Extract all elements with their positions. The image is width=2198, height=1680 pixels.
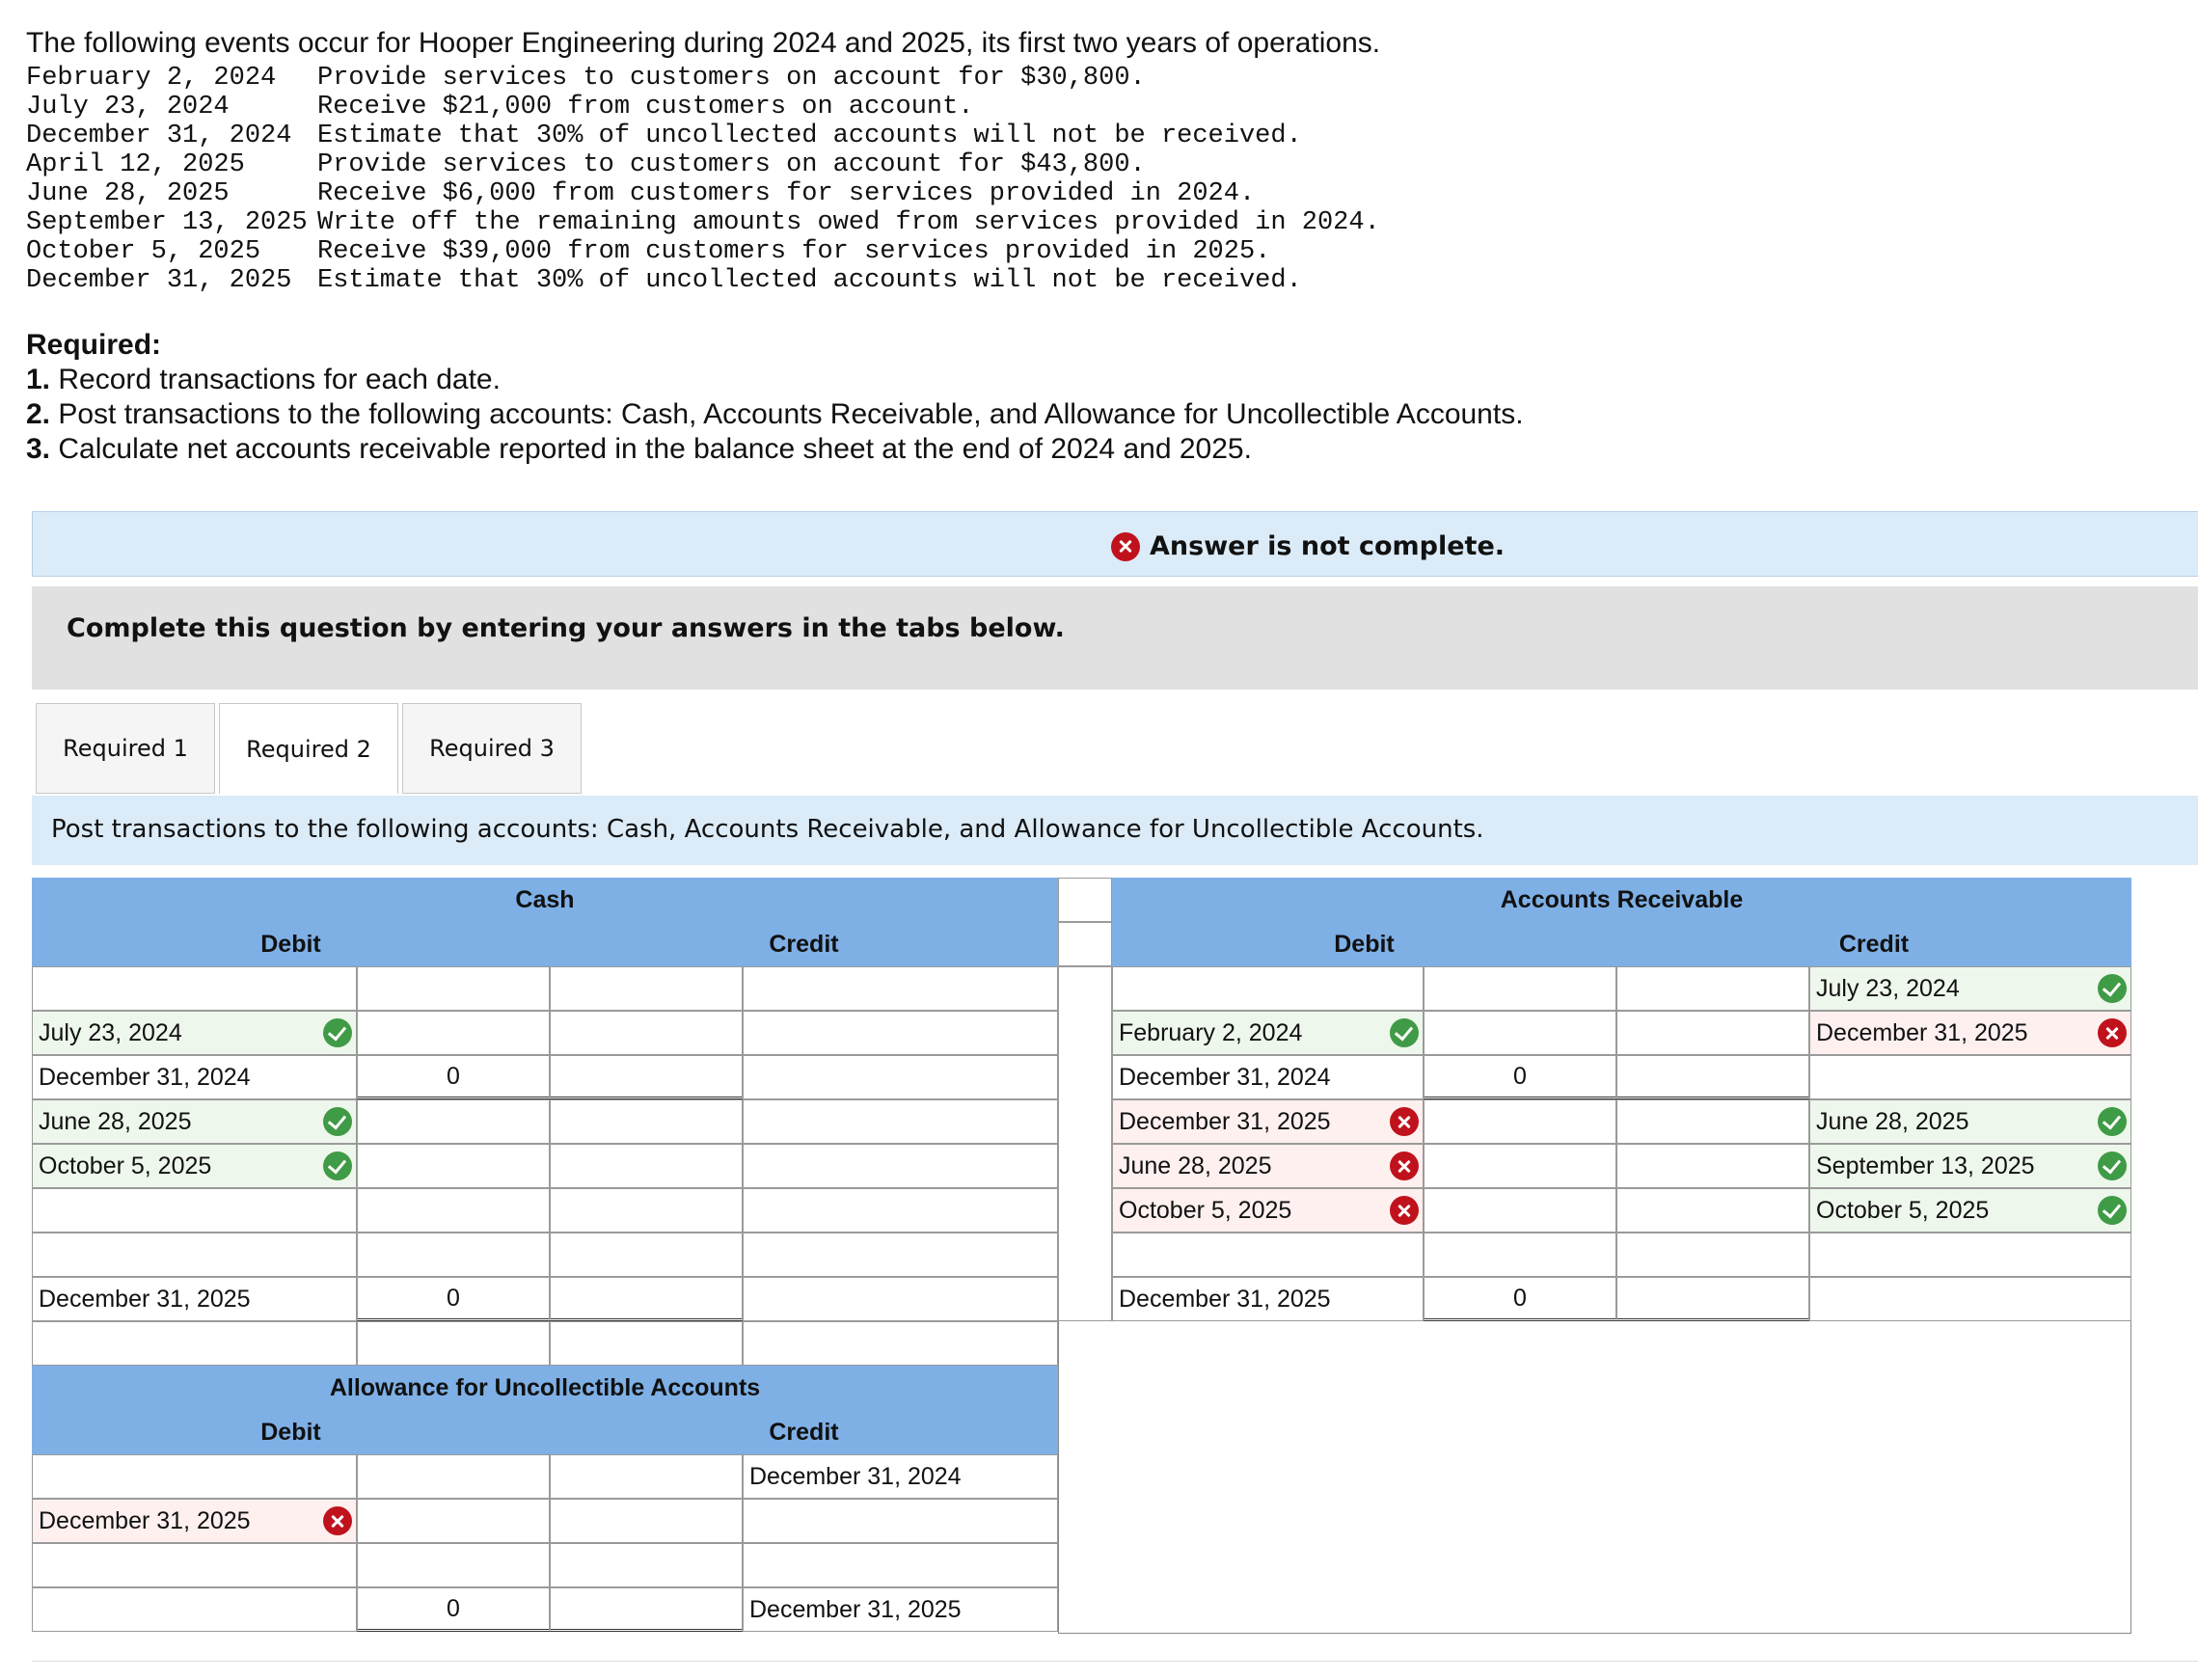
allowance-credit-header: Credit	[550, 1410, 1058, 1454]
tab-required-1[interactable]: Required 1	[36, 703, 215, 794]
ar-credit-date-input[interactable]	[1809, 1277, 2131, 1321]
cash-debit-date-input[interactable]	[32, 966, 357, 1011]
cash-debit-date-input[interactable]	[32, 1188, 357, 1233]
spacer-cell	[1058, 922, 1112, 966]
ar-debit-date: February 2, 2024	[1119, 1018, 1303, 1046]
correct-icon	[323, 1107, 352, 1136]
event-row	[26, 266, 1380, 295]
event-text: Provide services to customers on account for $30,800.	[317, 64, 1146, 93]
incorrect-icon	[1111, 532, 1140, 561]
tab-instruction-bar	[32, 796, 2198, 865]
cash-credit-amount-input[interactable]	[743, 966, 1058, 1011]
cash-balance-amount: 0	[357, 1277, 550, 1321]
cash-debit-amount-input[interactable]	[357, 1099, 550, 1144]
ar-credit-date: June 28, 2025	[1816, 1107, 1969, 1135]
ar-debit-date-select[interactable]	[1112, 1188, 1424, 1233]
event-date: October 5, 2025	[26, 237, 261, 266]
ar-credit-amount-input[interactable]	[1616, 1188, 1809, 1233]
ar-title: Accounts Receivable	[1112, 878, 2131, 922]
cash-balance-date-text: December 31, 2024	[39, 1063, 251, 1091]
allowance-debit-date-input[interactable]	[32, 1454, 357, 1499]
allowance-debit-amount-input[interactable]	[357, 1454, 550, 1499]
cash-credit-amount-input[interactable]	[743, 1144, 1058, 1188]
ar-credit-amount-input[interactable]	[1616, 1233, 1809, 1277]
ar-balance-date	[1112, 1277, 1424, 1321]
cash-debit-header: Debit	[32, 922, 550, 966]
correct-icon	[2098, 1196, 2127, 1225]
ar-credit-date-select[interactable]	[1809, 1011, 2131, 1055]
event-row	[26, 64, 1380, 93]
cash-debit-amount-input[interactable]	[357, 1144, 550, 1188]
ar-balance-amount: 0	[1424, 1277, 1616, 1321]
ar-credit-balance-input[interactable]	[1616, 1055, 1809, 1099]
required-section	[26, 328, 1524, 467]
cash-debit-amount-input[interactable]	[357, 1321, 550, 1366]
cash-title: Cash	[32, 878, 1058, 922]
cash-debit-date-select[interactable]	[32, 1144, 357, 1188]
spacer-cell	[1058, 878, 1112, 922]
allowance-credit-amount-input[interactable]	[550, 1454, 743, 1499]
cash-balance-amount: 0	[357, 1055, 550, 1099]
correct-icon	[2098, 974, 2127, 1003]
cash-balance-date	[32, 1055, 357, 1099]
correct-icon	[1390, 1018, 1419, 1047]
ar-debit-amount-input[interactable]	[1424, 966, 1616, 1011]
ar-debit-amount-input[interactable]	[1424, 1233, 1616, 1277]
allowance-credit-balance-date	[743, 1587, 1058, 1632]
cash-credit-amount-input[interactable]	[743, 1011, 1058, 1055]
allowance-credit-date: December 31, 2025	[749, 1595, 962, 1623]
allowance-balance-amount: 0	[357, 1587, 550, 1632]
ar-debit-date: December 31, 2025	[1119, 1107, 1331, 1135]
ar-debit-date: October 5, 2025	[1119, 1196, 1292, 1224]
cash-credit-amount-input[interactable]	[743, 1233, 1058, 1277]
incorrect-icon	[2098, 1018, 2127, 1047]
required-item	[26, 363, 1524, 397]
event-text: Provide services to customers on account for $43,800.	[317, 150, 1146, 179]
ar-debit-date-input[interactable]	[1112, 1233, 1424, 1277]
ar-credit-date: July 23, 2024	[1816, 974, 1960, 1002]
event-date: December 31, 2024	[26, 122, 292, 150]
required-item	[26, 432, 1524, 467]
cash-credit-date-input[interactable]	[550, 1144, 743, 1188]
ar-debit-amount-input[interactable]	[1424, 1011, 1616, 1055]
allowance-credit-date-input[interactable]	[743, 1543, 1058, 1587]
ar-credit-amount-input[interactable]	[1616, 966, 1809, 1011]
cash-credit-date-input[interactable]	[550, 1188, 743, 1233]
correct-icon	[323, 1152, 352, 1180]
cash-debit-date: July 23, 2024	[39, 1018, 182, 1046]
ar-credit-date-select[interactable]	[1809, 1144, 2131, 1188]
incorrect-icon	[323, 1506, 352, 1535]
event-date: June 28, 2025	[26, 179, 230, 208]
ar-debit-date-select[interactable]	[1112, 1144, 1424, 1188]
required-item	[26, 397, 1524, 432]
ar-credit-amount-input[interactable]	[1616, 1099, 1809, 1144]
allowance-credit-date-input[interactable]	[743, 1499, 1058, 1543]
cash-debit-amount-input[interactable]	[357, 1188, 550, 1233]
tab-instruction-text: Post transactions to the following accounts: Cash, Accounts Receivable, and Allowance for Uncollectible Accounts.	[51, 815, 1484, 844]
ar-credit-date-select[interactable]	[1809, 1188, 2131, 1233]
required-number: 1.	[26, 364, 51, 395]
event-date: December 31, 2025	[26, 266, 292, 295]
ar-debit-date: June 28, 2025	[1119, 1152, 1272, 1179]
allowance-debit-date: December 31, 2025	[39, 1506, 251, 1534]
ar-debit-amount-input[interactable]	[1424, 1099, 1616, 1144]
instruction-text: Complete this question by entering your answers in the tabs below.	[67, 613, 1065, 643]
event-text: Estimate that 30% of uncollected accounts will not be received.	[317, 122, 1302, 150]
event-row	[26, 93, 1380, 122]
ar-debit-amount-input[interactable]	[1424, 1188, 1616, 1233]
allowance-credit-amount-input[interactable]	[550, 1543, 743, 1587]
cash-debit-date: June 28, 2025	[39, 1107, 192, 1135]
allowance-balance-label	[32, 1587, 357, 1632]
cash-debit-date-select[interactable]	[32, 1099, 357, 1144]
allowance-debit-amount-input[interactable]	[357, 1499, 550, 1543]
required-text: Calculate net accounts receivable reported in the balance sheet at the end of 2024 and 2025.	[50, 433, 1252, 465]
cash-debit-date: October 5, 2025	[39, 1152, 212, 1179]
cash-debit-date-input[interactable]	[32, 1321, 357, 1366]
ar-balance-date-text: December 31, 2025	[1119, 1285, 1331, 1313]
ar-credit-header: Credit	[1616, 922, 2131, 966]
cash-credit-amount-input[interactable]	[743, 1277, 1058, 1321]
ar-credit-date-select[interactable]	[1809, 1099, 2131, 1144]
ar-debit-date-select[interactable]	[1112, 1099, 1424, 1144]
required-title: Required:	[26, 329, 162, 361]
event-row	[26, 122, 1380, 150]
ar-debit-date-select[interactable]	[1112, 1011, 1424, 1055]
correct-icon	[2098, 1107, 2127, 1136]
ar-credit-amount-input[interactable]	[1616, 1144, 1809, 1188]
allowance-credit-date: December 31, 2024	[749, 1462, 962, 1490]
cash-debit-date-input[interactable]	[32, 1233, 357, 1277]
event-date: April 12, 2025	[26, 150, 245, 179]
required-number: 3.	[26, 433, 51, 465]
cash-credit-amount-input[interactable]	[743, 1188, 1058, 1233]
ar-credit-date: October 5, 2025	[1816, 1196, 1990, 1224]
ar-debit-header: Debit	[1112, 922, 1616, 966]
cash-credit-amount-input[interactable]	[743, 1321, 1058, 1366]
event-row	[26, 179, 1380, 208]
cash-credit-balance-input[interactable]	[550, 1277, 743, 1321]
event-row	[26, 150, 1380, 179]
event-text: Receive $21,000 from customers on account.	[317, 93, 974, 122]
answer-status-text: Answer is not complete.	[1150, 531, 1506, 561]
ar-debit-date-input[interactable]	[1112, 966, 1424, 1011]
cash-credit-header: Credit	[550, 922, 1058, 966]
spacer-column	[1058, 966, 1112, 1321]
required-text: Record transactions for each date.	[50, 364, 501, 395]
event-date: September 13, 2025	[26, 208, 308, 237]
cash-credit-date-input[interactable]	[550, 966, 743, 1011]
allowance-debit-header: Debit	[32, 1410, 550, 1454]
correct-icon	[2098, 1152, 2127, 1180]
allowance-title: Allowance for Uncollectible Accounts	[32, 1366, 1058, 1410]
allowance-credit-date-select[interactable]	[743, 1454, 1058, 1499]
events-list	[26, 64, 1380, 295]
event-text: Receive $39,000 from customers for services provided in 2025.	[317, 237, 1271, 266]
cash-debit-amount-input[interactable]	[357, 1233, 550, 1277]
cash-credit-date-input[interactable]	[550, 1099, 743, 1144]
ar-credit-balance-input[interactable]	[1616, 1277, 1809, 1321]
ar-credit-date-input[interactable]	[1809, 1233, 2131, 1277]
answer-status-banner	[32, 511, 2198, 577]
ar-balance-date	[1112, 1055, 1424, 1099]
required-number: 2.	[26, 398, 51, 430]
ar-credit-date-input[interactable]	[1809, 1055, 2131, 1099]
ar-credit-date: September 13, 2025	[1816, 1152, 2035, 1179]
ar-balance-amount: 0	[1424, 1055, 1616, 1099]
incorrect-icon	[1390, 1107, 1419, 1136]
allowance-debit-amount-input[interactable]	[357, 1543, 550, 1587]
cash-credit-date-input[interactable]	[550, 1233, 743, 1277]
ar-debit-amount-input[interactable]	[1424, 1144, 1616, 1188]
instruction-bar	[32, 586, 2198, 690]
ar-table-frame	[1058, 1321, 2131, 1634]
allowance-credit-amount-input[interactable]	[550, 1499, 743, 1543]
cash-credit-balance-input[interactable]	[550, 1055, 743, 1099]
incorrect-icon	[1390, 1196, 1419, 1225]
event-date: July 23, 2024	[26, 93, 230, 122]
cash-credit-amount-input[interactable]	[743, 1099, 1058, 1144]
cash-balance-date-text: December 31, 2025	[39, 1285, 251, 1313]
ar-credit-date: December 31, 2025	[1816, 1018, 2028, 1046]
event-date: February 2, 2024	[26, 64, 277, 93]
ar-balance-date-text: December 31, 2024	[1119, 1063, 1331, 1091]
tab-required-2[interactable]: Required 2	[219, 703, 398, 794]
tab-required-3[interactable]: Required 3	[402, 703, 582, 794]
event-row	[26, 208, 1380, 237]
event-text: Estimate that 30% of uncollected accounts will not be received.	[317, 266, 1302, 295]
allowance-credit-balance-input[interactable]	[550, 1587, 743, 1632]
ar-credit-date-select[interactable]	[1809, 966, 2131, 1011]
cash-balance-date	[32, 1277, 357, 1321]
cash-credit-amount-input[interactable]	[743, 1055, 1058, 1099]
cash-credit-date-input[interactable]	[550, 1011, 743, 1055]
event-text: Write off the remaining amounts owed from services provided in 2024.	[317, 208, 1380, 237]
cash-credit-date-input[interactable]	[550, 1321, 743, 1366]
cash-debit-amount-input[interactable]	[357, 1011, 550, 1055]
bottom-divider	[32, 1661, 2198, 1662]
event-row	[26, 237, 1380, 266]
intro-text: The following events occur for Hooper Engineering during 2024 and 2025, its first two years of operations.	[26, 27, 1381, 59]
event-text: Receive $6,000 from customers for services provided in 2024.	[317, 179, 1256, 208]
incorrect-icon	[1390, 1152, 1419, 1180]
required-text: Post transactions to the following accounts: Cash, Accounts Receivable, and Allowance for Uncollectible Accounts.	[50, 398, 1524, 430]
allowance-debit-date-select[interactable]	[32, 1499, 357, 1543]
cash-debit-date-select[interactable]	[32, 1011, 357, 1055]
cash-debit-amount-input[interactable]	[357, 966, 550, 1011]
ar-credit-amount-input[interactable]	[1616, 1011, 1809, 1055]
correct-icon	[323, 1018, 352, 1047]
allowance-debit-date-input[interactable]	[32, 1543, 357, 1587]
